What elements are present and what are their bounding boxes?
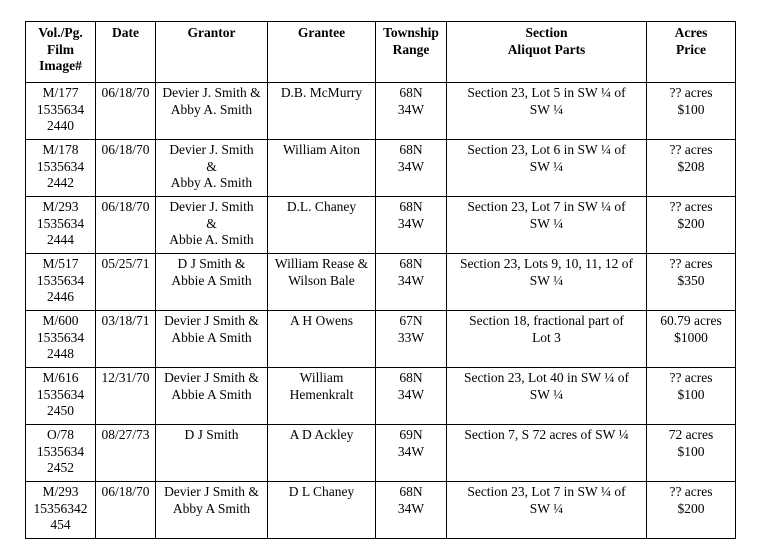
cell-acres-price: ?? acres $200: [647, 197, 736, 254]
cell-acres-price: 60.79 acres $1000: [647, 311, 736, 368]
cell-acres-price: ?? acres $350: [647, 254, 736, 311]
cell-date: 03/18/71: [96, 311, 156, 368]
cell-grantee: A H Owens: [268, 311, 376, 368]
cell-date: 05/25/71: [96, 254, 156, 311]
cell-vol-page: M/177 1535634 2440: [26, 83, 96, 140]
header-vol-page: Vol./Pg. Film Image#: [26, 22, 96, 83]
cell-grantee: D.B. McMurry: [268, 83, 376, 140]
cell-grantee: William Hemenkralt: [268, 368, 376, 425]
table-row: [26, 368, 736, 425]
cell-grantee: A D Ackley: [268, 425, 376, 482]
cell-date: 06/18/70: [96, 140, 156, 197]
cell-section-aliquot: Section 18, fractional part of Lot 3: [447, 311, 647, 368]
cell-township-range: 68N 34W: [376, 197, 447, 254]
cell-acres-price: 72 acres $100: [647, 425, 736, 482]
header-acres-price: Acres Price: [647, 22, 736, 83]
cell-grantor: Devier J Smith & Abbie A Smith: [156, 311, 268, 368]
cell-section-aliquot: Section 23, Lot 7 in SW ¼ of SW ¼: [447, 197, 647, 254]
cell-grantor: D J Smith & Abbie A Smith: [156, 254, 268, 311]
cell-date: 06/18/70: [96, 83, 156, 140]
header-township-range: Township Range: [376, 22, 447, 83]
table-row: [26, 425, 736, 482]
cell-grantee: D.L. Chaney: [268, 197, 376, 254]
cell-acres-price: ?? acres $208: [647, 140, 736, 197]
cell-vol-page: M/178 1535634 2442: [26, 140, 96, 197]
deed-records-table: [25, 21, 736, 539]
cell-township-range: 69N 34W: [376, 425, 447, 482]
cell-grantor: Devier J. Smith & Abbie A. Smith: [156, 197, 268, 254]
cell-section-aliquot: Section 23, Lot 40 in SW ¼ of SW ¼: [447, 368, 647, 425]
cell-section-aliquot: Section 23, Lot 5 in SW ¼ of SW ¼: [447, 83, 647, 140]
cell-township-range: 68N 34W: [376, 254, 447, 311]
header-date: Date: [96, 22, 156, 83]
header-section-aliquot: Section Aliquot Parts: [447, 22, 647, 83]
cell-section-aliquot: Section 23, Lots 9, 10, 11, 12 of SW ¼: [447, 254, 647, 311]
cell-vol-page: M/616 1535634 2450: [26, 368, 96, 425]
cell-grantee: William Aiton: [268, 140, 376, 197]
cell-vol-page: M/293 15356342 454: [26, 482, 96, 539]
cell-section-aliquot: Section 7, S 72 acres of SW ¼: [447, 425, 647, 482]
cell-section-aliquot: Section 23, Lot 6 in SW ¼ of SW ¼: [447, 140, 647, 197]
cell-grantor: Devier J. Smith & Abby A. Smith: [156, 83, 268, 140]
cell-township-range: 68N 34W: [376, 83, 447, 140]
table-header: [26, 22, 736, 83]
cell-section-aliquot: Section 23, Lot 7 in SW ¼ of SW ¼: [447, 482, 647, 539]
header-row: [26, 22, 736, 83]
table-row: [26, 197, 736, 254]
header-grantee: Grantee: [268, 22, 376, 83]
cell-date: 08/27/73: [96, 425, 156, 482]
cell-grantor: Devier J Smith & Abbie A Smith: [156, 368, 268, 425]
cell-date: 06/18/70: [96, 197, 156, 254]
cell-vol-page: M/517 1535634 2446: [26, 254, 96, 311]
cell-grantor: Devier J. Smith & Abby A. Smith: [156, 140, 268, 197]
cell-vol-page: M/293 1535634 2444: [26, 197, 96, 254]
cell-grantee: William Rease & Wilson Bale: [268, 254, 376, 311]
cell-vol-page: M/600 1535634 2448: [26, 311, 96, 368]
table-row: [26, 140, 736, 197]
cell-township-range: 67N 33W: [376, 311, 447, 368]
cell-acres-price: ?? acres $100: [647, 83, 736, 140]
cell-acres-price: ?? acres $200: [647, 482, 736, 539]
header-grantor: Grantor: [156, 22, 268, 83]
cell-grantor: D J Smith: [156, 425, 268, 482]
table-row: [26, 482, 736, 539]
cell-date: 12/31/70: [96, 368, 156, 425]
cell-township-range: 68N 34W: [376, 482, 447, 539]
cell-grantee: D L Chaney: [268, 482, 376, 539]
table-row: [26, 254, 736, 311]
table-body: [26, 83, 736, 539]
cell-township-range: 68N 34W: [376, 140, 447, 197]
cell-vol-page: O/78 1535634 2452: [26, 425, 96, 482]
table-row: [26, 311, 736, 368]
table-row: [26, 83, 736, 140]
cell-grantor: Devier J Smith & Abby A Smith: [156, 482, 268, 539]
cell-township-range: 68N 34W: [376, 368, 447, 425]
cell-date: 06/18/70: [96, 482, 156, 539]
cell-acres-price: ?? acres $100: [647, 368, 736, 425]
